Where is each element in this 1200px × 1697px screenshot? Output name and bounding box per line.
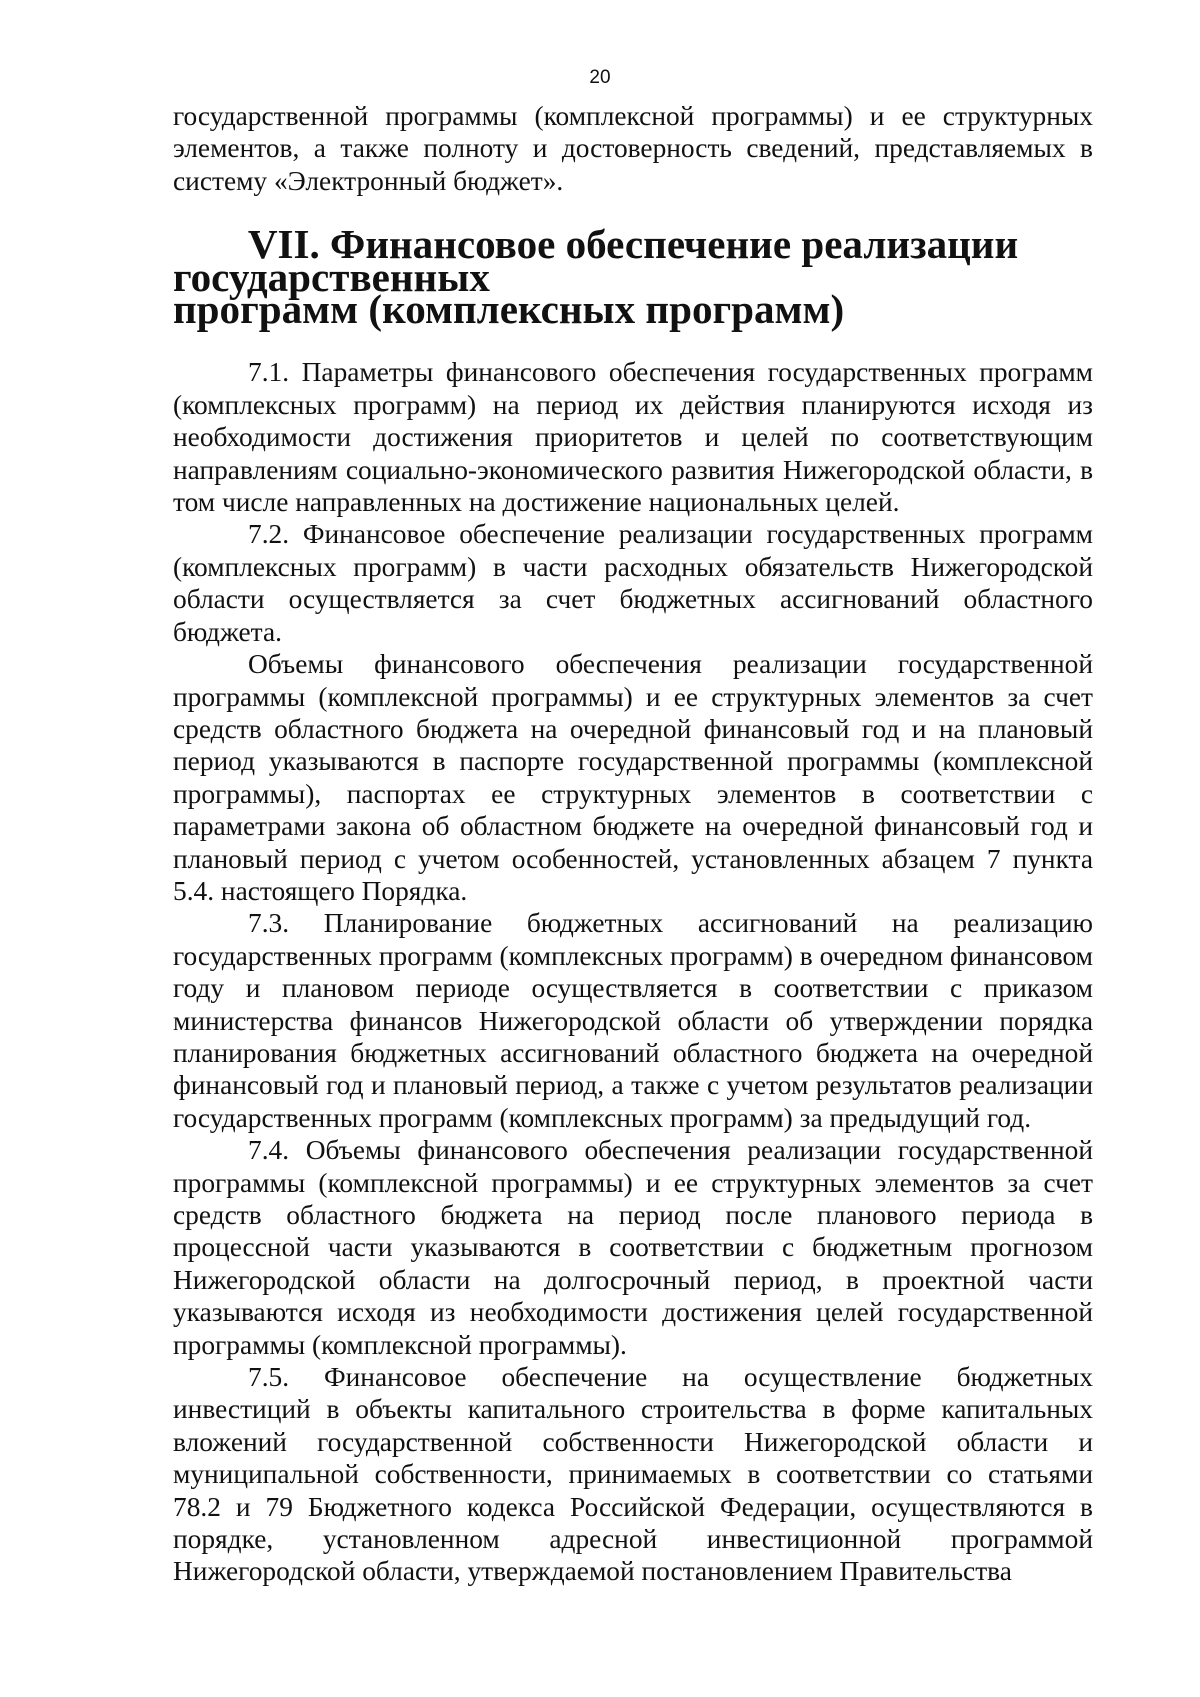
paragraph-7-4: 7.4. Объемы финансового обеспечения реализации государственной программы (комплексной программы) и ее структурных элементов за счет средств областного бюджета на период после планового периода в процессной части указываются в соответствии с бюджетным прогнозом Нижегородской области на долгосрочный период, в проектной части указываются исходя из необходимости достижения целей государственной программы (комплексной программы). [173,1135,1093,1360]
section-heading [173,221,1093,333]
paragraph-7-2: 7.2. Финансовое обеспечение реализации государственных программ (комплексных программ) в части расходных обязательств Нижегородской области осуществляется за счет бюджетных ассигнований областного бюджета. [173,519,1093,647]
paragraph-7-3: 7.3. Планирование бюджетных ассигнований на реализацию государственных программ (комплексных программ) в очередном финансовом году и плановом периоде осуществляется в соответствии с приказом министерства финансов Нижегородской области об утверждении порядка планирования бюджетных ассигнований областного бюджета на очередной финансовый год и плановый период, а также с учетом результатов реализации государственных программ (комплексных программ) за предыдущий год. [173,908,1093,1133]
page-number: 20 [589,67,611,88]
paragraph-7-2-volumes: Объемы финансового обеспечения реализации государственной программы (комплексной программы) и ее структурных элементов за счет средств областного бюджета на очередной финансовый год и на плановый период указываются в паспорте государственной программы (комплексной программы), паспортах ее структурных элементов в соответствии с параметрами закона об областном бюджете на очередной финансовый год и плановый период с учетом особенностей, установленных абзацем 7 пункта 5.4. настоящего Порядка. [173,649,1093,906]
paragraph-7-5: 7.5. Финансовое обеспечение на осуществление бюджетных инвестиций в объекты капитального строительства в форме капитальных вложений государственной собственности Нижегородской области и муниципальной собственности, принимаемых в соответствии со статьями 78.2 и 79 Бюджетного кодекса Российской Федерации, осуществляются в порядке, установленном адресной инвестиционной программой Нижегородской области, утверждаемой постановлением Правительства [173,1362,1093,1587]
section-heading-line-2: программ (комплексных программ) [173,286,845,333]
continuation-paragraph: государственной программы (комплексной программы) и ее структурных элементов, а также полноту и достоверность сведений, представляемых в систему «Электронный бюджет». [173,101,1093,196]
section-heading-line-1: VII. Финансовое обеспечение реализации государственных [173,221,1019,300]
paragraph-7-1: 7.1. Параметры финансового обеспечения государственных программ (комплексных программ) на период их действия планируются исходя из необходимости достижения приоритетов и целей по соответствующим направлениям социально-экономического развития Нижегородской области, в том числе направленных на достижение национальных целей. [173,357,1093,518]
document-body [173,100,1093,1588]
